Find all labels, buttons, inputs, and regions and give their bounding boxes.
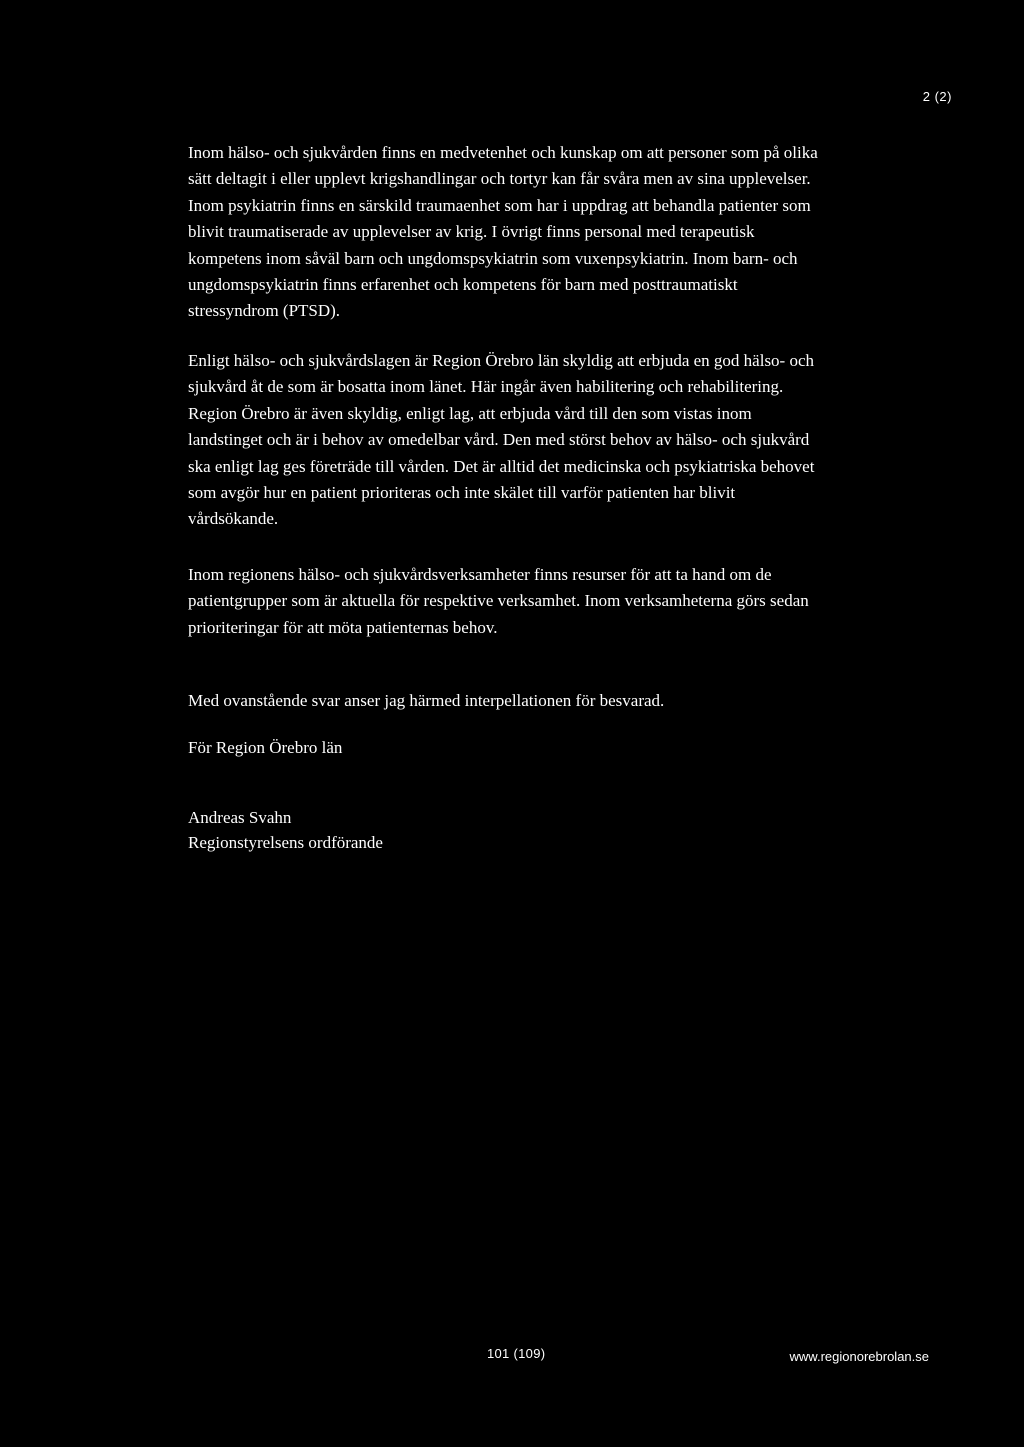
on-behalf-of: För Region Örebro län	[188, 738, 343, 757]
closing-statement: Med ovanstående svar anser jag härmed interpellationen för besvarad.	[188, 691, 665, 710]
signer-title: Regionstyrelsens ordförande	[188, 833, 383, 852]
paragraph-3: Inom regionens hälso- och sjukvårdsverksamheter finns resurser för att ta hand om de patientgrupper som är aktuella för respektive verksamhet. Inom verksamheterna görs sedan prioriteringar för att möta patienternas behov.	[188, 565, 809, 637]
footer-page-count: 101 (109)	[487, 1346, 546, 1361]
paragraph-1: Inom hälso- och sjukvården finns en medvetenhet och kunskap om att personer som på olika sätt deltagit i eller upplevt krigshandlingar och tortyr kan får svåra men av sina upplevelser. Inom psykiatrin finns en särskild traumaenhet som har i uppdrag att behandla patienter som blivit traumatiserade av upplevelser av krig. I övrigt finns personal med terapeutisk kompetens inom såväl barn och ungdomspsykiatrin som vuxenpsykiatrin. Inom barn- och ungdomspsykiatrin finns erfarenhet och kompetens för barn med posttraumatiskt stressyndrom (PTSD).	[188, 143, 818, 321]
page-number: 2 (2)	[922, 89, 952, 104]
signer-name: Andreas Svahn	[188, 808, 292, 827]
paragraph-2: Enligt hälso- och sjukvårdslagen är Region Örebro län skyldig att erbjuda en god hälso- och sjukvård åt de som är bosatta inom länet. Här ingår även habilitering och rehabilitering. Region Örebro är även skyldig, enligt lag, att erbjuda vård till den som vistas inom landstinget och är i behov av omedelbar vård. Den med störst behov av hälso- och sjukvård ska enligt lag ges företräde till vården. Det är alltid det medicinska och psykiatriska behovet som avgör hur en patient prioriteras och inte skälet till varför patienten har blivit vårdsökande.	[188, 351, 815, 529]
footer-url: www.regionorebrolan.se	[789, 1349, 929, 1364]
